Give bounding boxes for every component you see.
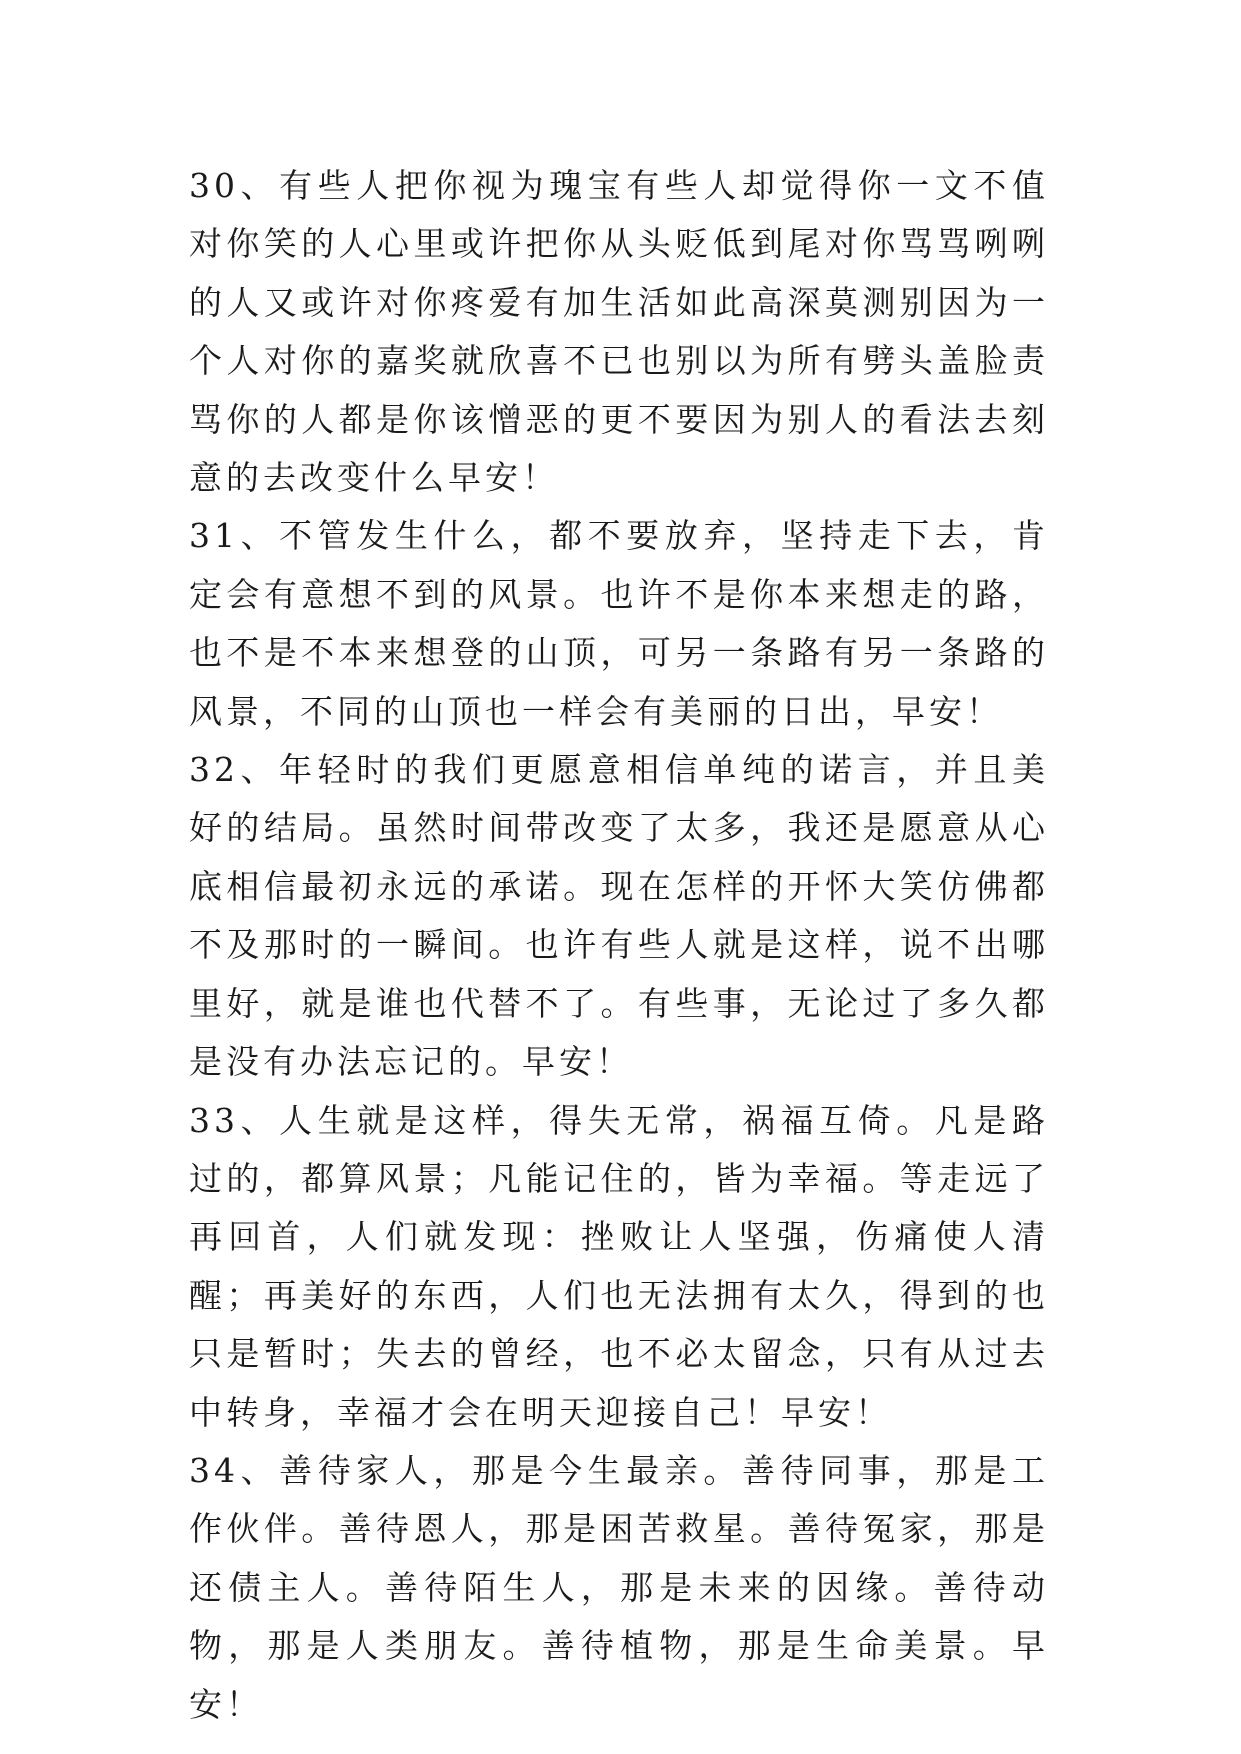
document-body: [189, 157, 1049, 1734]
paragraph-33: 33、人生就是这样，得失无常，祸福互倚。凡是路过的，都算风景；凡能记住的，皆为幸福。等走远了再回首，人们就发现：挫败让人坚强，伤痛使人清醒；再美好的东西，人们也无法拥有太久，得到的也只是暂时；失去的曾经，也不必太留念，只有从过去中转身，幸福才会在明天迎接自己！早安！: [189, 1100, 1049, 1432]
paragraph-34: 34、善待家人，那是今生最亲。善待同事，那是工作伙伴。善待恩人，那是困苦救星。善待冤家，那是还债主人。善待陌生人，那是未来的因缘。善待动物，那是人类朋友。善待植物，那是生命美景。早安！: [189, 1450, 1049, 1724]
paragraph-32: 32、年轻时的我们更愿意相信单纯的诺言，并且美好的结局。虽然时间带改变了太多，我还是愿意从心底相信最初永远的承诺。现在怎样的开怀大笑仿佛都不及那时的一瞬间。也许有些人就是这样，说不出哪里好，就是谁也代替不了。有些事，无论过了多久都是没有办法忘记的。早安！: [189, 750, 1049, 1082]
paragraph-30: 30、有些人把你视为瑰宝有些人却觉得你一文不值对你笑的人心里或许把你从头贬低到尾对你骂骂咧咧的人又或许对你疼爱有加生活如此高深莫测别因为一个人对你的嘉奖就欣喜不已也别以为所有劈头盖脸责骂你的人都是你该憎恶的更不要因为别人的看法去刻意的去改变什么早安！: [189, 166, 1049, 498]
paragraph-31: 31、不管发生什么，都不要放弃，坚持走下去，肯定会有意想不到的风景。也许不是你本来想走的路，也不是不本来想登的山顶，可另一条路有另一条路的风景，不同的山顶也一样会有美丽的日出，早安！: [189, 516, 1049, 731]
